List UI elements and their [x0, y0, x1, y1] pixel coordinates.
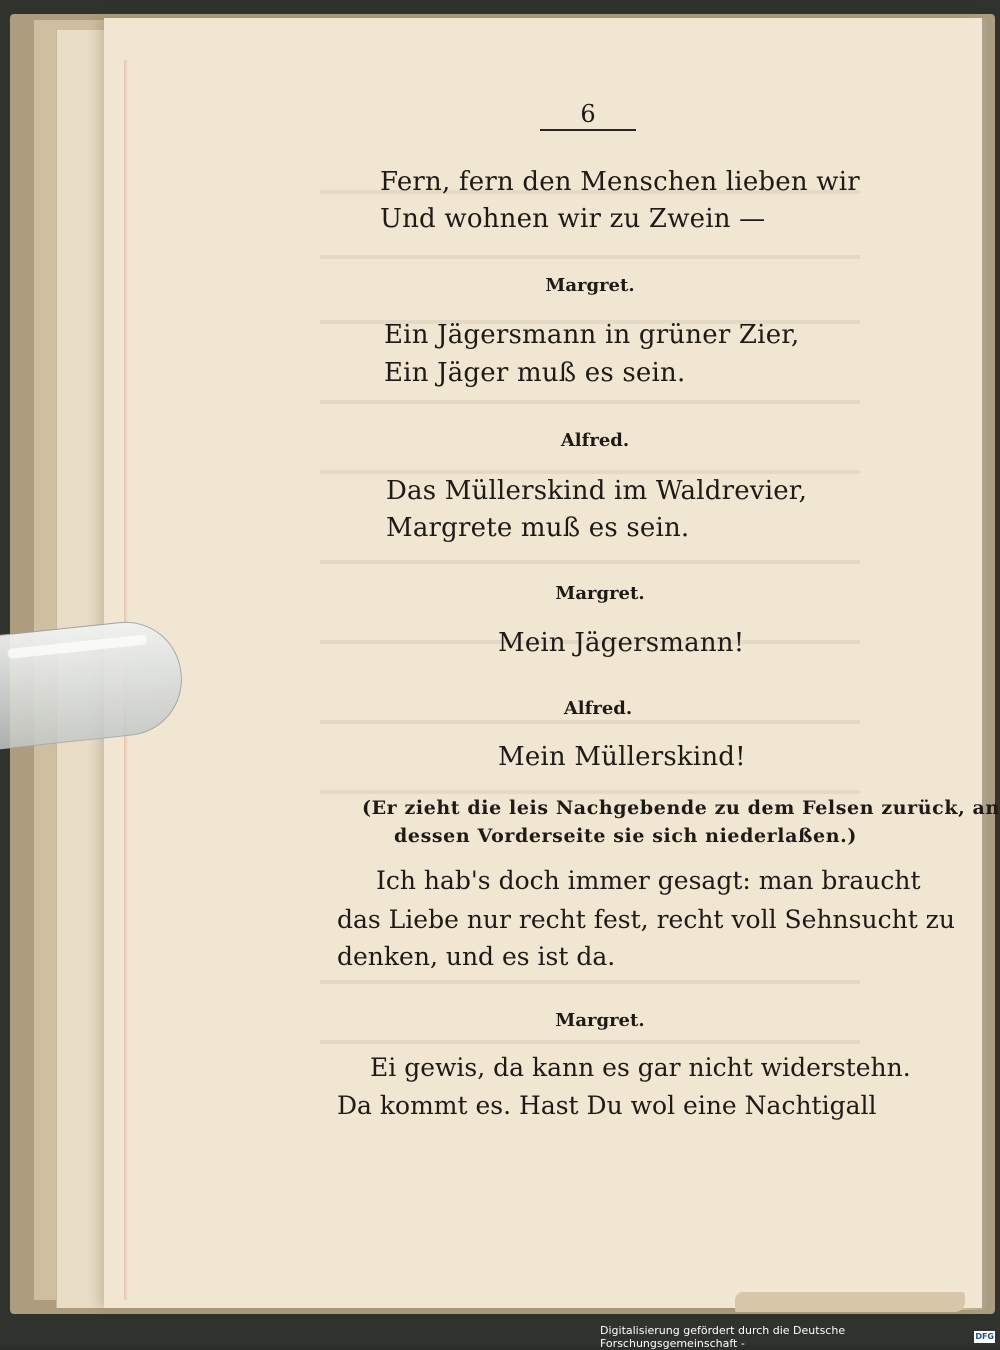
- prose-line: Da kommt es. Hast Du wol eine Nachtigall: [337, 1091, 877, 1120]
- verse-line: Das Müllerskind im Waldrevier,: [386, 476, 808, 506]
- verse-line: Ein Jägersmann in grüner Zier,: [384, 320, 800, 350]
- page-number: 6: [580, 100, 596, 128]
- stage-direction: (Er zieht die leis Nachgebende zu dem Felsen zurück, an: [362, 797, 1000, 819]
- speaker-name: Alfred.: [560, 430, 630, 451]
- verse-line: Fern, fern den Menschen lieben wir: [380, 167, 860, 197]
- speaker-name: Margret.: [545, 275, 635, 296]
- stage-direction: dessen Vorderseite sie sich niederlaßen.): [394, 825, 857, 847]
- dfg-logo-icon: DFG: [975, 1332, 994, 1341]
- verse-line: Mein Jägersmann!: [498, 628, 745, 658]
- prose-line: das Liebe nur recht fest, recht voll Sehnsucht zu: [337, 905, 955, 934]
- page-number-rule: [540, 129, 636, 131]
- speaker-name: Margret.: [555, 1010, 645, 1031]
- prose-line: Ei gewis, da kann es gar nicht widerstehn.: [370, 1053, 911, 1082]
- credit-text: Digitalisierung gefördert durch die Deutsche Forschungsgemeinschaft -: [600, 1323, 846, 1350]
- prose-line: denken, und es ist da.: [337, 942, 616, 971]
- prose-line: Ich hab's doch immer gesagt: man braucht: [376, 866, 921, 895]
- verse-line: Und wohnen wir zu Zwein —: [380, 204, 766, 234]
- page-clip-highlight: [7, 634, 147, 659]
- verse-line: Ein Jäger muß es sein.: [384, 358, 686, 388]
- speaker-name: Margret.: [555, 583, 645, 604]
- digitization-credit: [600, 1323, 995, 1350]
- speaker-name: Alfred.: [563, 698, 633, 719]
- verse-line: Margrete muß es sein.: [386, 513, 690, 543]
- verse-line: Mein Müllerskind!: [498, 742, 746, 772]
